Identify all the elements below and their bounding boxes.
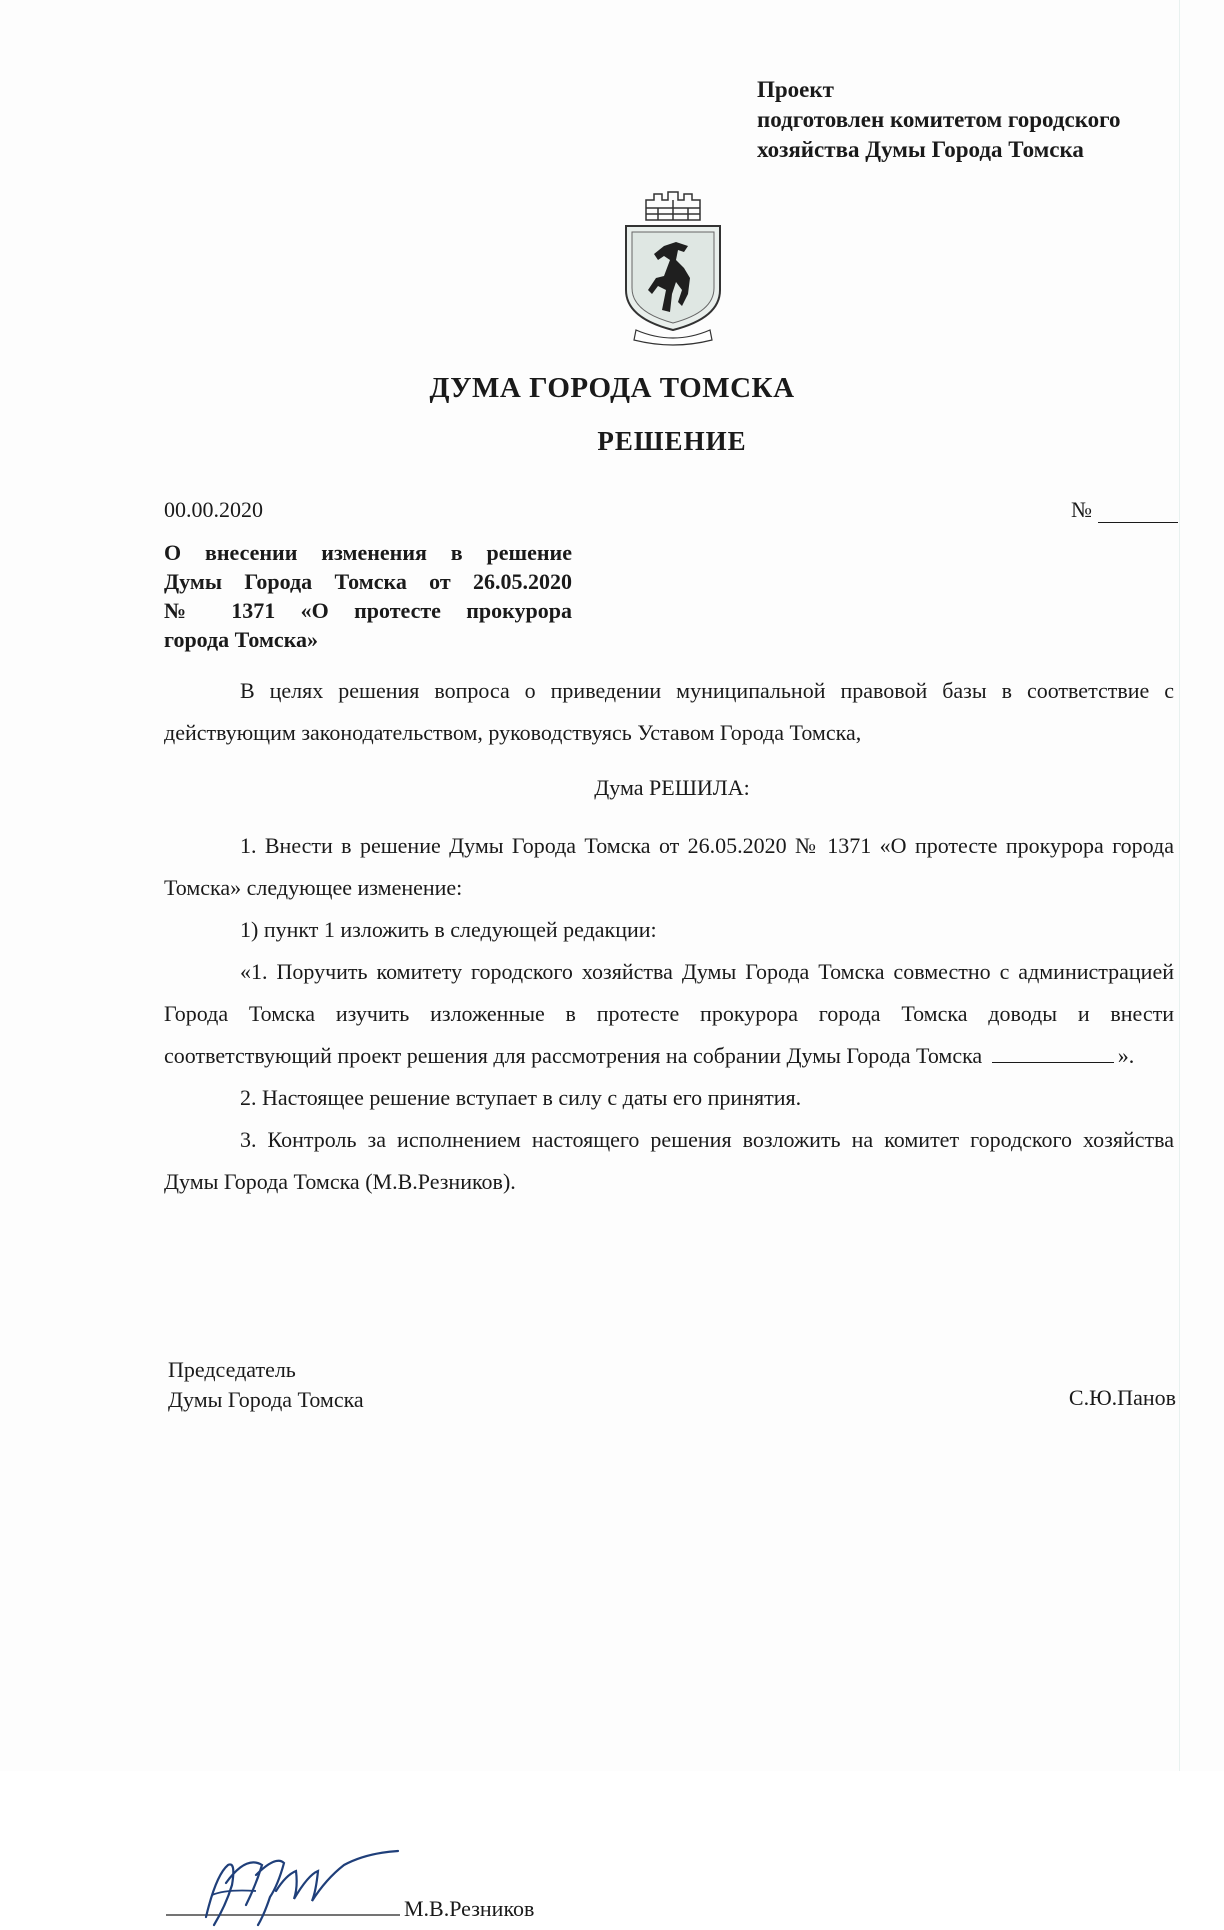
signer-name: М.В.Резников	[404, 1896, 535, 1921]
item-3: 3. Контроль за исполнением настоящего решения возложить на комитет городского хозяйства Думы Города Томска (М.В.Резников).	[164, 1127, 1174, 1194]
draft-line: подготовлен комитетом городского	[757, 107, 1121, 132]
decision-items	[164, 825, 1174, 1203]
document-date: 00.00.2020	[164, 497, 263, 522]
item-1: 1. Внести в решение Думы Города Томска от 26.05.2020 № 1371 «О протесте прокурора города Томска» следующее изменение:	[164, 833, 1174, 900]
document-number	[1071, 497, 1178, 523]
draft-line: Проект	[757, 77, 834, 102]
subject-line: О внесении изменения в решение	[164, 540, 572, 565]
subject-line: города Томска»	[164, 627, 319, 652]
subject-line: № 1371 «О протесте прокурора	[164, 598, 572, 623]
decision-title: РЕШЕНИЕ	[597, 426, 747, 456]
preamble-text: В целях решения вопроса о приведении муниципальной правовой базы в соответствие с действующим законодательством, руководствуясь Уставом Города Томска,	[164, 678, 1174, 745]
number-blank	[1098, 500, 1178, 523]
preamble	[164, 670, 1174, 754]
draft-line: хозяйства Думы Города Томска	[757, 137, 1084, 162]
council-title: ДУМА ГОРОДА ТОМСКА	[429, 372, 795, 404]
resolved-heading: Дума РЕШИЛА:	[594, 775, 750, 800]
chair-title-line: Думы Города Томска	[168, 1387, 364, 1412]
item-1-sub: 1) пункт 1 изложить в следующей редакции:	[240, 917, 657, 942]
item-2: 2. Настоящее решение вступает в силу с даты его принятия.	[240, 1085, 802, 1110]
chair-title	[168, 1355, 364, 1415]
handwritten-signature	[166, 1835, 402, 1930]
chair-title-line: Председатель	[168, 1357, 296, 1382]
tomsk-coat-of-arms-icon	[618, 190, 728, 348]
scan-edge-line	[1179, 0, 1180, 1771]
number-label: №	[1071, 497, 1092, 522]
draft-note	[757, 75, 1121, 165]
item-1-quote	[164, 951, 1174, 1077]
quote-text: «1. Поручить комитету городского хозяйства Думы Города Томска совместно с администрацией Города Томска изучить изложенные в протесте прокурора города Томска доводы и внести соответствующий проект решения для рассмотрения на собрании Думы Города Томска	[164, 959, 1174, 1068]
chair-name: С.Ю.Панов	[1068, 1385, 1176, 1410]
decision-subject	[164, 538, 572, 654]
subject-line: Думы Города Томска от 26.05.2020	[164, 569, 572, 594]
date-blank	[992, 1042, 1114, 1063]
quote-end: ».	[1117, 1043, 1135, 1068]
